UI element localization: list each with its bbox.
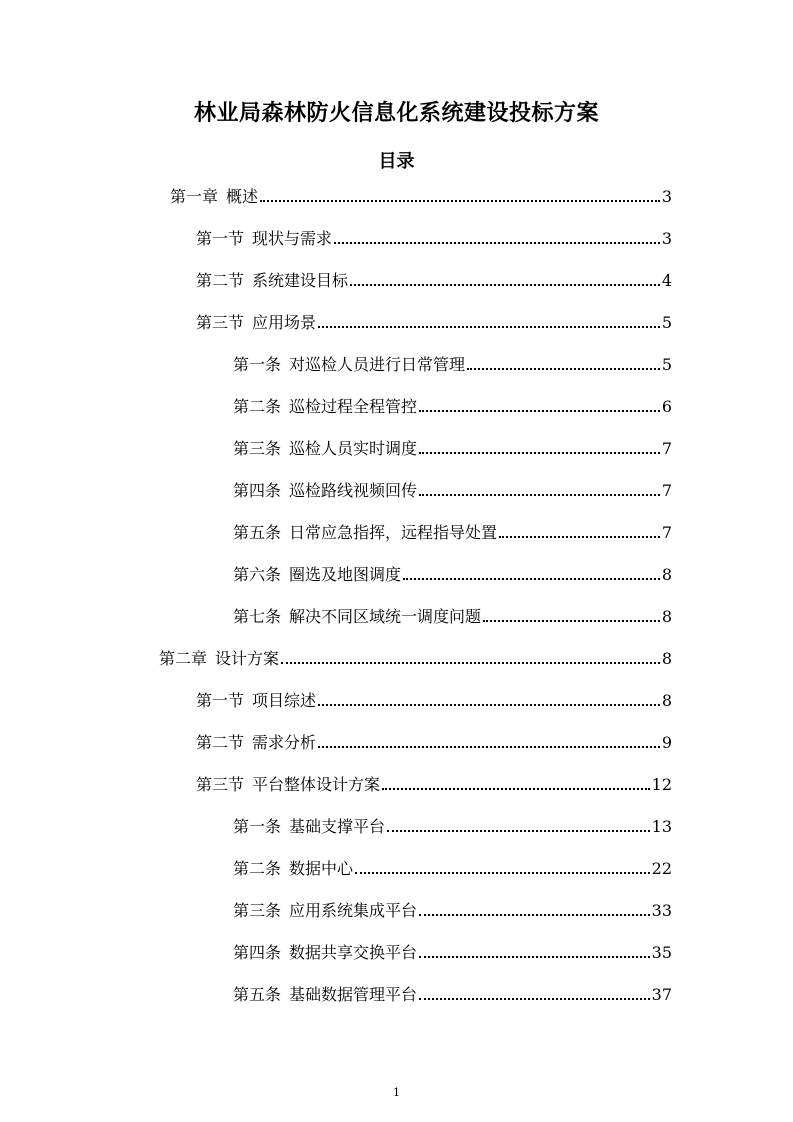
toc-entry-number: 第二条 [233,859,282,878]
toc-entry-number: 第一章 [170,187,219,206]
toc-entry-text: 项目综述 [252,691,317,710]
toc-entry[interactable] [233,478,672,502]
toc-entry[interactable] [196,310,672,334]
dot-leader [419,436,660,454]
document-title: 林业局森林防火信息化系统建设投标方案 [193,101,599,126]
dot-leader [419,394,660,412]
toc-entry[interactable] [233,562,672,586]
toc-entry[interactable] [233,856,672,880]
toc-entry[interactable] [233,520,672,544]
toc-entry-number: 第六条 [233,565,282,584]
toc-entry-page: 35 [651,943,672,962]
toc-entry-number: 第四条 [233,481,282,500]
dot-leader [419,478,660,496]
toc-entry[interactable] [233,436,672,460]
toc-entry-page: 8 [661,691,672,710]
toc-entry-page: 12 [651,775,672,794]
toc-entry-page: 4 [661,271,672,290]
toc-entry-text: 基础支撑平台 [289,817,386,836]
dot-leader [350,268,660,286]
toc-entry-page: 6 [661,397,672,416]
toc-entry[interactable] [196,688,672,712]
toc-entry-page: 7 [661,439,672,458]
dot-leader [318,688,660,706]
toc-entry-number: 第一节 [196,229,245,248]
toc-entry[interactable] [233,352,672,376]
dot-leader [387,814,650,832]
toc-entry-number: 第一条 [233,817,282,836]
toc-entry-number: 第五条 [233,985,282,1004]
toc-entry-text: 巡检人员实时调度 [289,439,418,458]
toc-entry-text: 平台整体设计方案 [252,775,381,794]
page-number: 1 [393,1086,400,1099]
toc-entry-text: 设计方案 [215,649,280,668]
toc-entry[interactable] [196,772,672,796]
toc-entry[interactable] [233,940,672,964]
toc-entry-text: 概述 [226,187,259,206]
toc-entry-page: 8 [661,649,672,668]
toc-entry[interactable] [233,814,672,838]
toc-entry-page: 33 [651,901,672,920]
toc-entry[interactable] [196,226,672,250]
toc-heading: 目录 [378,151,415,172]
toc-entry-text: 现状与需求 [252,229,333,248]
dot-leader [382,772,650,790]
toc-entry-number: 第二条 [233,397,282,416]
dot-leader [419,898,650,916]
toc-entry-page: 3 [661,229,672,248]
toc-entry-number: 第三条 [233,901,282,920]
toc-entry-page: 5 [661,313,672,332]
toc-entry-number: 第一节 [196,691,245,710]
toc-entry[interactable] [159,646,672,670]
toc-entry-number: 第一条 [233,355,282,374]
toc-entry-number: 第二章 [159,649,208,668]
dot-leader [419,982,650,1000]
toc-entry-text: 巡检过程全程管控 [289,397,418,416]
toc-entry-number: 第二节 [196,733,245,752]
toc-entry-number: 第三节 [196,313,245,332]
toc-entry[interactable] [196,730,672,754]
toc-entry-text: 对巡检人员进行日常管理 [289,355,466,374]
toc-entry-page: 3 [661,187,672,206]
toc-entry-text: 应用系统集成平台 [289,901,418,920]
dot-leader [499,520,660,538]
toc-entry-text: 系统建设目标 [252,271,349,290]
toc-entry-page: 8 [661,607,672,626]
toc-entry-text: 数据共享交换平台 [289,943,418,962]
toc-entry-text: 基础数据管理平台 [289,985,418,1004]
toc-entry-page: 22 [651,859,672,878]
toc-entry[interactable] [233,604,672,628]
toc-entry-page: 7 [661,523,672,542]
dot-leader [334,226,660,244]
toc-entry-text: 应用场景 [252,313,317,332]
dot-leader [281,646,660,664]
dot-leader [467,352,660,370]
toc-entry[interactable] [170,184,672,208]
toc-entry-text: 数据中心 [289,859,354,878]
toc-entry[interactable] [233,982,672,1006]
dot-leader [355,856,650,874]
toc-entry-page: 7 [661,481,672,500]
toc-entry-page: 9 [661,733,672,752]
toc-entry-text: 需求分析 [252,733,317,752]
dot-leader [260,184,660,202]
dot-leader [419,940,650,958]
toc-entry-text: 解决不同区域统一调度问题 [289,607,482,626]
dot-leader [403,562,660,580]
toc-entry-number: 第七条 [233,607,282,626]
toc-entry-page: 37 [651,985,672,1004]
toc-entry[interactable] [196,268,672,292]
toc-entry-number: 第四条 [233,943,282,962]
toc-entry-text: 巡检路线视频回传 [289,481,418,500]
dot-leader [318,730,660,748]
toc-entry-text: 圈选及地图调度 [289,565,402,584]
toc-entry[interactable] [233,394,672,418]
toc-entry-page: 8 [661,565,672,584]
dot-leader [483,604,660,622]
toc-entry-number: 第二节 [196,271,245,290]
toc-entry-text: 日常应急指挥，远程指导处置 [289,523,498,542]
toc-entry-number: 第三条 [233,439,282,458]
toc-entry-page: 13 [651,817,672,836]
toc-entry[interactable] [233,898,672,922]
toc-entry-page: 5 [661,355,672,374]
dot-leader [318,310,660,328]
toc-entry-number: 第五条 [233,523,282,542]
toc-entry-number: 第三节 [196,775,245,794]
